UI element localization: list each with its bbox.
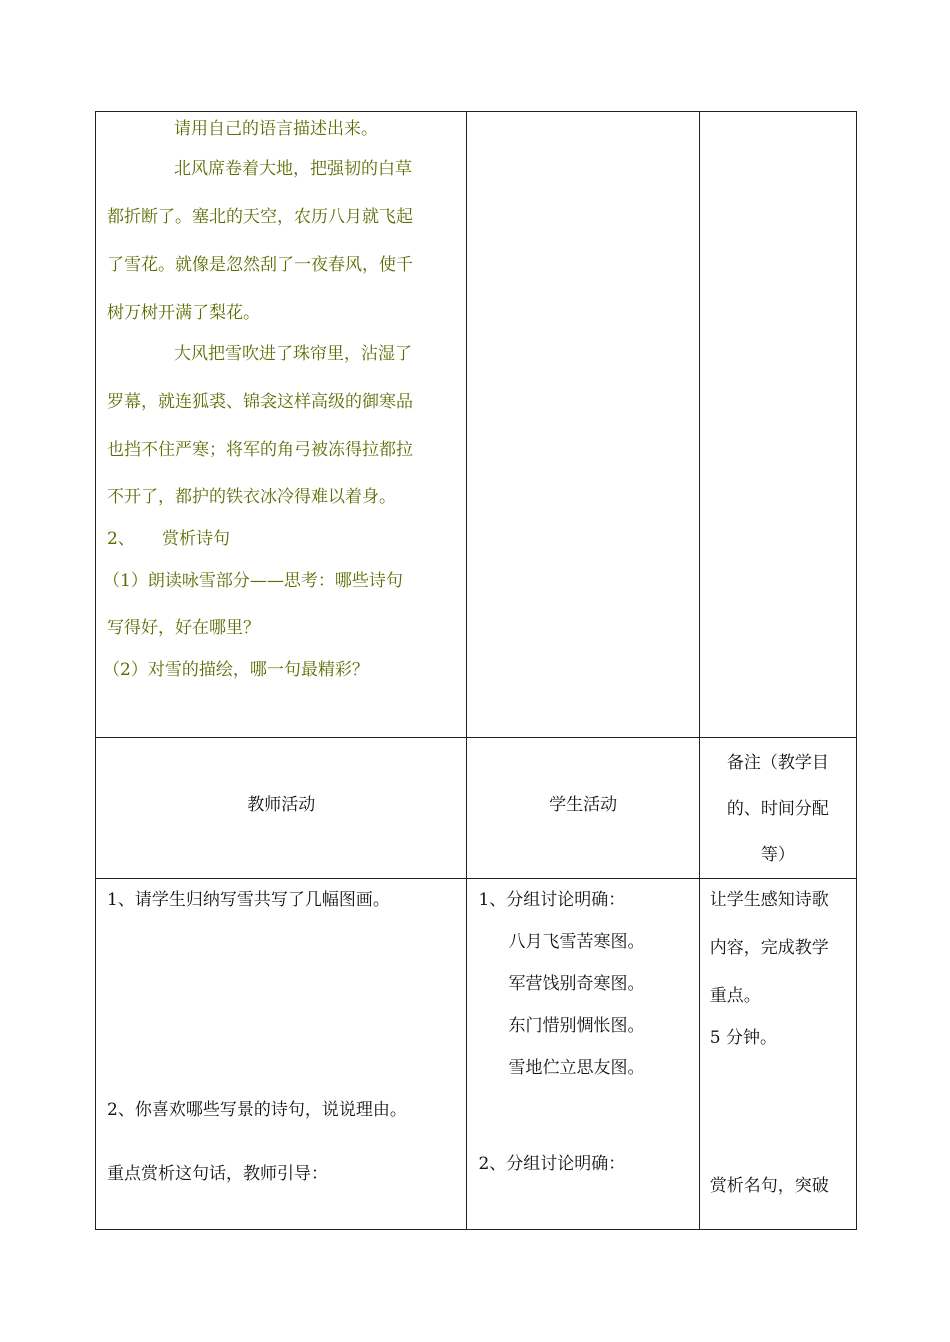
para1-line-4: 树万树开满了梨花。 bbox=[107, 303, 260, 323]
para1-line-3: 了雪花。就像是忽然刮了一夜春风，使千 bbox=[107, 255, 413, 275]
para2-line-4: 不开了，都护的铁衣冰冷得难以着身。 bbox=[107, 487, 396, 507]
remark-header-cell bbox=[699, 738, 856, 879]
remark-line-3: 重点。 bbox=[709, 986, 761, 1006]
teacher-header-cell bbox=[96, 738, 467, 879]
para1-line-2: 都折断了。塞北的天空，农历八月就飞起 bbox=[107, 207, 413, 227]
teacher-activity-cell bbox=[96, 879, 467, 1230]
empty-remark-cell bbox=[699, 112, 856, 738]
para1-line-1: 北风席卷着大地，把强韧的白草 bbox=[174, 159, 412, 179]
content-row bbox=[96, 112, 857, 738]
question1-line-1: （1）朗读咏雪部分——思考：哪些诗句 bbox=[103, 571, 403, 591]
student-header-cell bbox=[467, 738, 699, 879]
student-activity-cell bbox=[467, 879, 699, 1230]
remark-line-2: 内容，完成教学 bbox=[709, 938, 829, 958]
picture-1: 八月飞雪苦寒图。 bbox=[508, 932, 645, 952]
header-row bbox=[96, 738, 857, 879]
remark-header-line-3: 等） bbox=[760, 845, 795, 865]
question1-line-2: 写得好，好在哪里？ bbox=[107, 618, 260, 638]
lesson-plan-table bbox=[95, 111, 857, 1230]
teacher-item-1: 1、请学生归纳写雪共写了几幅图画。 bbox=[107, 890, 390, 910]
remark-time: 5 分钟。 bbox=[709, 1028, 778, 1048]
teacher-item-3: 重点赏析这句话，教师引导： bbox=[107, 1164, 328, 1184]
picture-4: 雪地伫立思友图。 bbox=[508, 1058, 645, 1078]
teacher-item-2: 2、你喜欢哪些写景的诗句，说说理由。 bbox=[107, 1100, 407, 1120]
teacher-header: 教师活动 bbox=[247, 795, 316, 815]
empty-student-cell bbox=[467, 112, 699, 738]
remark-line-1: 让学生感知诗歌 bbox=[709, 890, 829, 910]
poem-explanation-cell bbox=[96, 112, 467, 738]
activity-row bbox=[96, 879, 857, 1230]
question2: （2）对雪的描绘，哪一句最精彩？ bbox=[103, 660, 369, 680]
student-header: 学生活动 bbox=[549, 795, 618, 815]
picture-3: 东门惜别惆怅图。 bbox=[508, 1016, 645, 1036]
section2-title: 赏析诗句 bbox=[162, 529, 230, 549]
remark-activity-cell bbox=[699, 879, 856, 1230]
remark-header-line-1: 备注（教学目 bbox=[726, 753, 829, 773]
remark-last: 赏析名句，突破 bbox=[709, 1176, 829, 1196]
student-item-2: 2、分组讨论明确： bbox=[478, 1154, 626, 1174]
para2-line-2: 罗幕，就连狐裘、锦衾这样高级的御寒品 bbox=[107, 392, 413, 412]
para2-line-1: 大风把雪吹进了珠帘里，沾湿了 bbox=[174, 344, 412, 364]
para2-line-3: 也挡不住严寒；将军的角弓被冻得拉都拉 bbox=[107, 440, 413, 460]
remark-header bbox=[700, 738, 856, 878]
intro-text: 请用自己的语言描述出来。 bbox=[174, 119, 378, 139]
section2-number: 2、 bbox=[107, 529, 135, 549]
student-item-1: 1、分组讨论明确： bbox=[478, 890, 626, 910]
picture-2: 军营饯别奇寒图。 bbox=[508, 974, 645, 994]
remark-header-line-2: 的、时间分配 bbox=[726, 799, 829, 819]
